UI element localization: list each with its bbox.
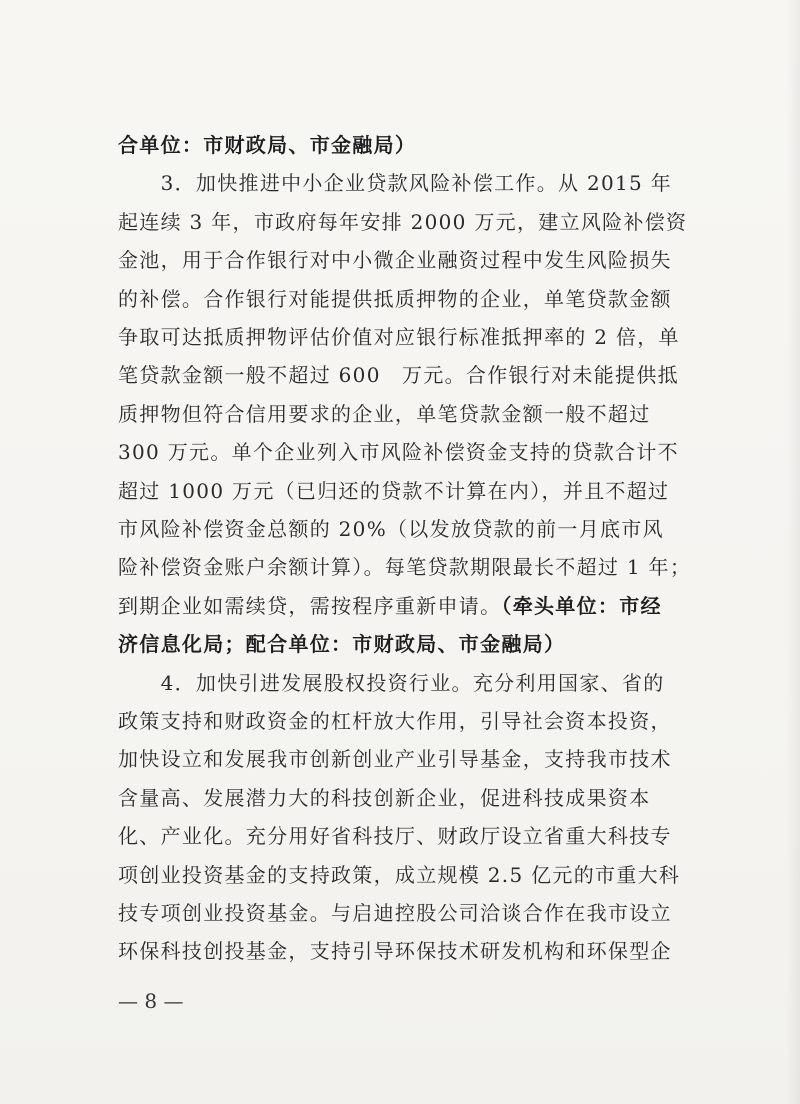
text-line <box>118 742 703 776</box>
text-segment: 300 万元。单个企业列入市风险补偿资金支持的贷款合计不 <box>118 440 679 465</box>
text-line <box>118 819 703 853</box>
text-segment: 市风险补偿资金总额的 20%（以发放贷款的前一月底市风 <box>118 517 664 541</box>
text-line <box>118 128 703 162</box>
text-segment: 化、产业化。充分用好省科技厅、财政厅设立省重大科技专 <box>118 824 672 849</box>
text-line <box>118 320 703 354</box>
text-line <box>118 282 703 316</box>
text-segment: 的补偿。合作银行对能提供抵质押物的企业，单笔贷款金额 <box>118 286 672 311</box>
text-segment: 加快设立和发展我市创新创业产业引导基金，支持我市技术 <box>118 747 672 772</box>
text-segment: 含量高、发展潜力大的科技创新企业，促进科技成果资本 <box>118 785 651 810</box>
bold-text-segment: 合单位：市财政局、市金融局） <box>118 133 417 157</box>
text-segment: 金池，用于合作银行对中小微企业融资过程中发生风险损失 <box>118 248 672 273</box>
text-segment: 环保科技创投基金，支持引导环保技术研发机构和环保型企 <box>118 939 672 964</box>
text-line <box>118 550 703 584</box>
text-segment: 质押物但符合信用要求的企业，单笔贷款金额一般不超过 <box>118 401 651 426</box>
text-segment: 起连续 3 年，市政府每年安排 2000 万元，建立风险补偿资 <box>118 209 688 234</box>
text-segment: 技专项创业投资基金。与启迪控股公司洽谈合作在我市设立 <box>118 901 672 925</box>
text-segment: 笔贷款金额一般不超过 600 万元。合作银行对未能提供抵 <box>118 363 679 388</box>
text-segment: 3．加快推进中小企业贷款风险补偿工作。从 2015 年 <box>118 171 673 196</box>
text-line <box>118 704 703 738</box>
text-line <box>118 512 703 546</box>
text-segment: 到期企业如需续贷，需按程序重新申请。 <box>118 593 502 618</box>
text-line <box>118 397 703 431</box>
text-line <box>118 896 703 930</box>
text-segment: 争取可达抵质押物评估价值对应银行标准抵押率的 2 倍，单 <box>118 325 680 349</box>
text-segment: 4．加快引进发展股权投资行业。充分利用国家、省的 <box>118 670 665 695</box>
text-line <box>118 435 703 469</box>
scan-shadow <box>786 0 800 1104</box>
text-line <box>118 474 703 508</box>
bold-text-segment: 济信息化局；配合单位：市财政局、市金融局） <box>118 632 566 657</box>
text-line <box>118 243 703 277</box>
text-line <box>118 666 703 700</box>
text-line <box>118 589 703 623</box>
text-line <box>118 358 703 392</box>
text-segment: 险补偿资金账户余额计算）。每笔贷款期限最长不超过 1 年； <box>118 555 692 580</box>
text-line <box>118 205 703 239</box>
text-line <box>118 781 703 815</box>
text-segment: 项创业投资基金的支持政策，成立规模 2.5 亿元的市重大科 <box>118 862 681 887</box>
text-segment: 政策支持和财政资金的杠杆放大作用，引导社会资本投资， <box>118 709 672 733</box>
page-number: — 8 — <box>118 989 184 1013</box>
text-line <box>118 166 703 200</box>
text-line <box>118 627 703 661</box>
text-line <box>118 858 703 892</box>
bold-text-segment: （牵头单位：市经 <box>501 593 662 618</box>
text-segment: 超过 1000 万元（已归还的贷款不计算在内），并且不超过 <box>118 478 670 503</box>
text-line <box>118 934 703 968</box>
